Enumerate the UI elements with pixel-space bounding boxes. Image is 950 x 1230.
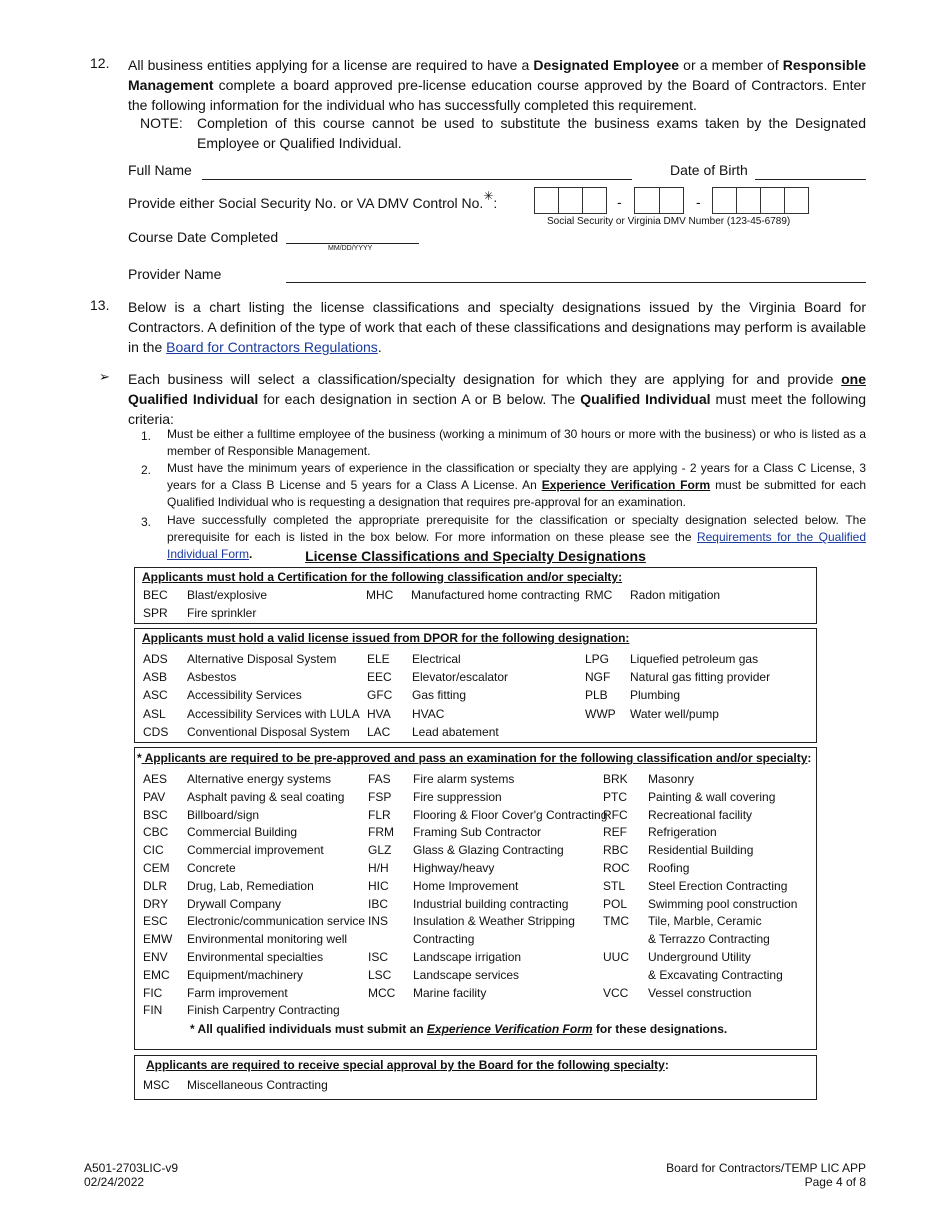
designation-code-a: FIC xyxy=(143,985,163,1000)
ssn-label: Provide either Social Security No. or VA DMV Control No.✳: xyxy=(128,189,498,211)
designation-desc-c: Refrigeration xyxy=(648,825,717,840)
criteria-2-text: Must have the minimum years of experience in the classification or specialty they are applying - 2 years for a Class C License, 3 years for a Class B License and 5 years for a Class A License. An Experience Verification Form must be submitted for each Qualified Individual who is requesting a designation that requires pre-approval for an examination. xyxy=(167,461,866,509)
designation-desc-a: Concrete xyxy=(187,861,236,875)
designation-desc-c: Tile, Marble, Ceramic xyxy=(648,914,762,929)
course-date-label: Course Date Completed xyxy=(128,229,279,245)
designation-code-c: LPG xyxy=(585,652,610,666)
page-number: Page 4 of 8 xyxy=(804,1175,866,1189)
designation-code-a: ADS xyxy=(143,652,168,666)
designation-code-c: BRK xyxy=(603,772,628,786)
designation-desc-a: Alternative Disposal System xyxy=(187,652,337,666)
designation-desc-b: Framing Sub Contractor xyxy=(413,825,542,840)
designation-code-c: PLB xyxy=(585,688,608,703)
agency-name: Board for Contractors/TEMP LIC APP xyxy=(666,1161,866,1175)
designation-code-c: RBC xyxy=(603,843,629,858)
designation-desc-c: Painting & wall covering xyxy=(648,789,776,804)
form-id: A501-2703LIC-v9 xyxy=(84,1161,179,1175)
designation-code-b: ELE xyxy=(367,652,390,666)
bullet-paragraph: Each business will select a classification/specialty designation for which they are applying for and provide one Qualified Individual for each designation in section A or B below. The Qualified Individual must meet the following criteria: xyxy=(128,371,867,427)
designation-code-c: TMC xyxy=(603,914,629,929)
designation-code-b: FLR xyxy=(368,807,391,822)
criteria-3-number: 3. xyxy=(141,515,152,529)
special-approval-header: Applicants are required to receive special approval by the Board for the following specialty: xyxy=(146,1058,669,1072)
designation-desc-b: Lead abatement xyxy=(412,724,499,739)
designation-code-c: RFC xyxy=(603,807,628,822)
item-12-number: 12. xyxy=(90,55,110,71)
ssn-dash-1: - xyxy=(617,194,622,210)
designation-desc-b: HVAC xyxy=(412,706,445,721)
designation-code-a: DRY xyxy=(143,896,169,911)
designation-code-a: BSC xyxy=(143,807,168,822)
designation-desc-b: Landscape services xyxy=(413,967,520,982)
designation-code-c: STL xyxy=(603,878,626,893)
item-13-number: 13. xyxy=(90,297,110,313)
designation-code-b: HIC xyxy=(368,878,389,893)
designation-code-a: EMC xyxy=(143,967,170,982)
designation-desc-b: Flooring & Floor Cover'g Contracting xyxy=(413,807,608,822)
designation-desc-c: Residential Building xyxy=(648,843,754,858)
designation-desc-c: & Terrazzo Contracting xyxy=(648,932,770,947)
designation-desc-c: Vessel construction xyxy=(648,985,752,1000)
designation-code-a: EMW xyxy=(143,932,173,947)
designation-code-a: ASB xyxy=(143,670,168,685)
criteria-2-number: 2. xyxy=(141,463,152,477)
qualified-individual-form-link[interactable]: Requirements for the Qualified Individual Form xyxy=(167,530,866,561)
designation-desc-c: Roofing xyxy=(648,861,690,875)
designation-desc-b: Marine facility xyxy=(413,985,487,1000)
designation-desc-a: Environmental specialties xyxy=(187,950,324,964)
designation-desc-b: Fire suppression xyxy=(413,789,502,804)
designation-code-a: ASL xyxy=(143,706,166,721)
course-date-field[interactable] xyxy=(286,243,419,244)
designation-desc-a: Miscellaneous Contracting xyxy=(187,1078,328,1092)
designation-code-c: PTC xyxy=(603,789,627,804)
designation-desc-b: Gas fitting xyxy=(412,688,467,703)
item-12-paragraph: All business entities applying for a license are required to have a Designated Employee or a member of Responsible Management complete a board approved pre-license education course approved by the Board of Contractors. Enter the following information for the individual who has successfully completed this requirement. xyxy=(128,57,866,113)
designation-code-a: DLR xyxy=(143,878,168,893)
dob-label: Date of Birth xyxy=(670,162,748,178)
form-date: 02/24/2022 xyxy=(84,1175,145,1189)
designation-code-a: SPR xyxy=(143,606,168,620)
designation-code-b: LSC xyxy=(368,967,392,982)
provider-label: Provider Name xyxy=(128,266,222,282)
designation-desc-c: Underground Utility xyxy=(648,950,751,964)
full-name-label: Full Name xyxy=(128,162,192,178)
designation-code-a: ESC xyxy=(143,914,168,929)
designation-desc-b: Home Improvement xyxy=(413,878,519,893)
designation-code-b: HVA xyxy=(367,706,391,721)
designation-code-a: FIN xyxy=(143,1003,163,1018)
designation-desc-a: Fire sprinkler xyxy=(187,606,257,620)
designation-code-a: CEM xyxy=(143,861,170,875)
course-date-hint: MM/DD/YYYY xyxy=(328,245,373,252)
bullet-icon: ➢ xyxy=(99,369,110,384)
regulations-link[interactable]: Board for Contractors Regulations xyxy=(166,339,378,355)
designation-code-a: CBC xyxy=(143,825,169,840)
designation-desc-a: Accessibility Services with LULA xyxy=(187,706,360,721)
designation-code-b: GLZ xyxy=(368,843,392,858)
designation-code-b: FAS xyxy=(368,772,391,786)
designation-code-a: PAV xyxy=(143,789,166,804)
criteria-3-text: Have successfully completed the appropriate prerequisite for the classification or specialty designation selected below. The prerequisite for each is listed in the box below. For more information on these please see the Requirements for the Qualified Individual Form. xyxy=(167,513,866,561)
note-label: NOTE: xyxy=(140,115,183,131)
designation-desc-a: Alternative energy systems xyxy=(187,772,332,786)
designation-desc-b: Electrical xyxy=(412,652,461,666)
designation-desc-a: Asbestos xyxy=(187,670,237,685)
designation-desc-b: Landscape irrigation xyxy=(413,950,522,964)
designation-code-b: GFC xyxy=(367,688,393,703)
designation-code-b: MHC xyxy=(366,588,394,602)
designation-code-a: AES xyxy=(143,772,168,786)
full-name-field[interactable] xyxy=(202,179,632,180)
criteria-1-text: Must be either a fulltime employee of the business (working a minimum of 30 hours or more with the business) or who is listed as a member of Responsible Management. xyxy=(167,427,866,458)
designation-desc-b: Manufactured home contracting xyxy=(411,588,580,602)
item-13-paragraph: Below is a chart listing the license classifications and specialty designations issued by the Virginia Board for Contractors. A definition of the type of work that each of these classifications and designations may perform is available in the Board for Contractors Regulations. xyxy=(128,299,866,355)
designation-code-c: RMC xyxy=(585,588,613,602)
designation-desc-b: Insulation & Weather Stripping xyxy=(413,914,575,929)
exam-section-header: * Applicants are required to be pre-approved and pass an examination for the following classification and/or specialty: xyxy=(137,751,812,765)
designation-desc-a: Billboard/sign xyxy=(187,807,260,822)
designation-desc-a: Environmental monitoring well xyxy=(187,932,348,947)
ssn-field-part-3[interactable] xyxy=(712,187,809,214)
designation-code-b: LAC xyxy=(367,724,391,739)
designation-code-a: MSC xyxy=(143,1078,170,1092)
certification-section-header: Applicants must hold a Certification for the following classification and/or specialty: xyxy=(142,570,623,584)
designation-desc-a: Asphalt paving & seal coating xyxy=(187,789,345,804)
designation-code-c: VCC xyxy=(603,985,629,1000)
designation-code-a: BEC xyxy=(143,588,168,602)
designation-code-c: ROC xyxy=(603,861,630,875)
designation-desc-b: Highway/heavy xyxy=(413,861,495,875)
designation-desc-a: Finish Carpentry Contracting xyxy=(187,1003,340,1018)
designation-code-a: ASC xyxy=(143,688,168,703)
designation-code-b: ISC xyxy=(368,950,389,964)
designation-desc-a: Drywall Company xyxy=(187,896,282,911)
dpor-section-header: Applicants must hold a valid license issued from DPOR for the following designation: xyxy=(142,631,630,645)
designation-code-b: MCC xyxy=(368,985,396,1000)
designation-desc-a: Drug, Lab, Remediation xyxy=(187,878,314,893)
designation-code-c: REF xyxy=(603,825,627,840)
designation-code-c: WWP xyxy=(585,706,616,721)
ssn-dash-2: - xyxy=(696,194,701,210)
designation-desc-a: Commercial Building xyxy=(187,825,298,840)
designation-code-b: H/H xyxy=(368,861,389,875)
designation-desc-c: Masonry xyxy=(648,772,695,786)
designation-code-c: POL xyxy=(603,896,628,911)
ssn-field-part-1[interactable] xyxy=(534,187,607,214)
designation-desc-b: Elevator/escalator xyxy=(412,670,509,685)
designation-desc-c: Steel Erection Contracting xyxy=(648,878,788,893)
designation-desc-c: Radon mitigation xyxy=(630,588,721,602)
designation-desc-a: Equipment/machinery xyxy=(187,967,304,982)
designation-desc-c: Water well/pump xyxy=(630,706,719,721)
designation-desc-c: Natural gas fitting provider xyxy=(630,670,771,685)
designation-code-c: UUC xyxy=(603,950,629,964)
designation-desc-c: Plumbing xyxy=(630,688,681,703)
designation-code-b: FRM xyxy=(368,825,394,840)
designation-code-c: NGF xyxy=(585,670,611,685)
designation-desc-a: Electronic/communication service xyxy=(187,914,366,929)
note-text: Completion of this course cannot be used to substitute the business exams taken by the Designated Employee or Qualified Individual. xyxy=(197,115,866,151)
designation-desc-a: Accessibility Services xyxy=(187,688,302,703)
designation-code-a: CIC xyxy=(143,843,164,858)
designation-desc-b: Fire alarm systems xyxy=(413,772,515,786)
designation-desc-a: Blast/explosive xyxy=(187,588,268,602)
designation-code-b: EEC xyxy=(367,670,392,685)
designation-desc-c: Swimming pool construction xyxy=(648,896,798,911)
exam-section-note: * All qualified individuals must submit an Experience Verification Form for these designations. xyxy=(190,1022,728,1036)
criteria-1-number: 1. xyxy=(141,429,152,443)
designation-desc-a: Conventional Disposal System xyxy=(187,724,350,739)
designation-code-b: FSP xyxy=(368,789,392,804)
designation-desc-b: Glass & Glazing Contracting xyxy=(413,843,564,858)
designation-desc-c: Liquefied petroleum gas xyxy=(630,652,759,666)
designation-desc-a: Farm improvement xyxy=(187,985,288,1000)
designation-code-a: ENV xyxy=(143,950,168,964)
ssn-field-part-2[interactable] xyxy=(634,187,684,214)
designation-code-b: INS xyxy=(368,914,389,929)
designation-code-b: IBC xyxy=(368,896,389,911)
table-title: License Classifications and Specialty Designations xyxy=(305,548,646,564)
dob-field[interactable] xyxy=(755,179,866,180)
designation-desc-c: & Excavating Contracting xyxy=(648,967,783,982)
asterisk-icon: ✳ xyxy=(483,189,494,203)
designation-desc-b: Contracting xyxy=(413,932,475,947)
designation-desc-c: Recreational facility xyxy=(648,807,753,822)
designation-desc-a: Commercial improvement xyxy=(187,843,324,858)
ssn-caption: Social Security or Virginia DMV Number (123-45-6789) xyxy=(547,216,791,227)
designation-code-a: CDS xyxy=(143,724,169,739)
provider-field[interactable] xyxy=(286,282,866,283)
designation-desc-b: Industrial building contracting xyxy=(413,896,569,911)
